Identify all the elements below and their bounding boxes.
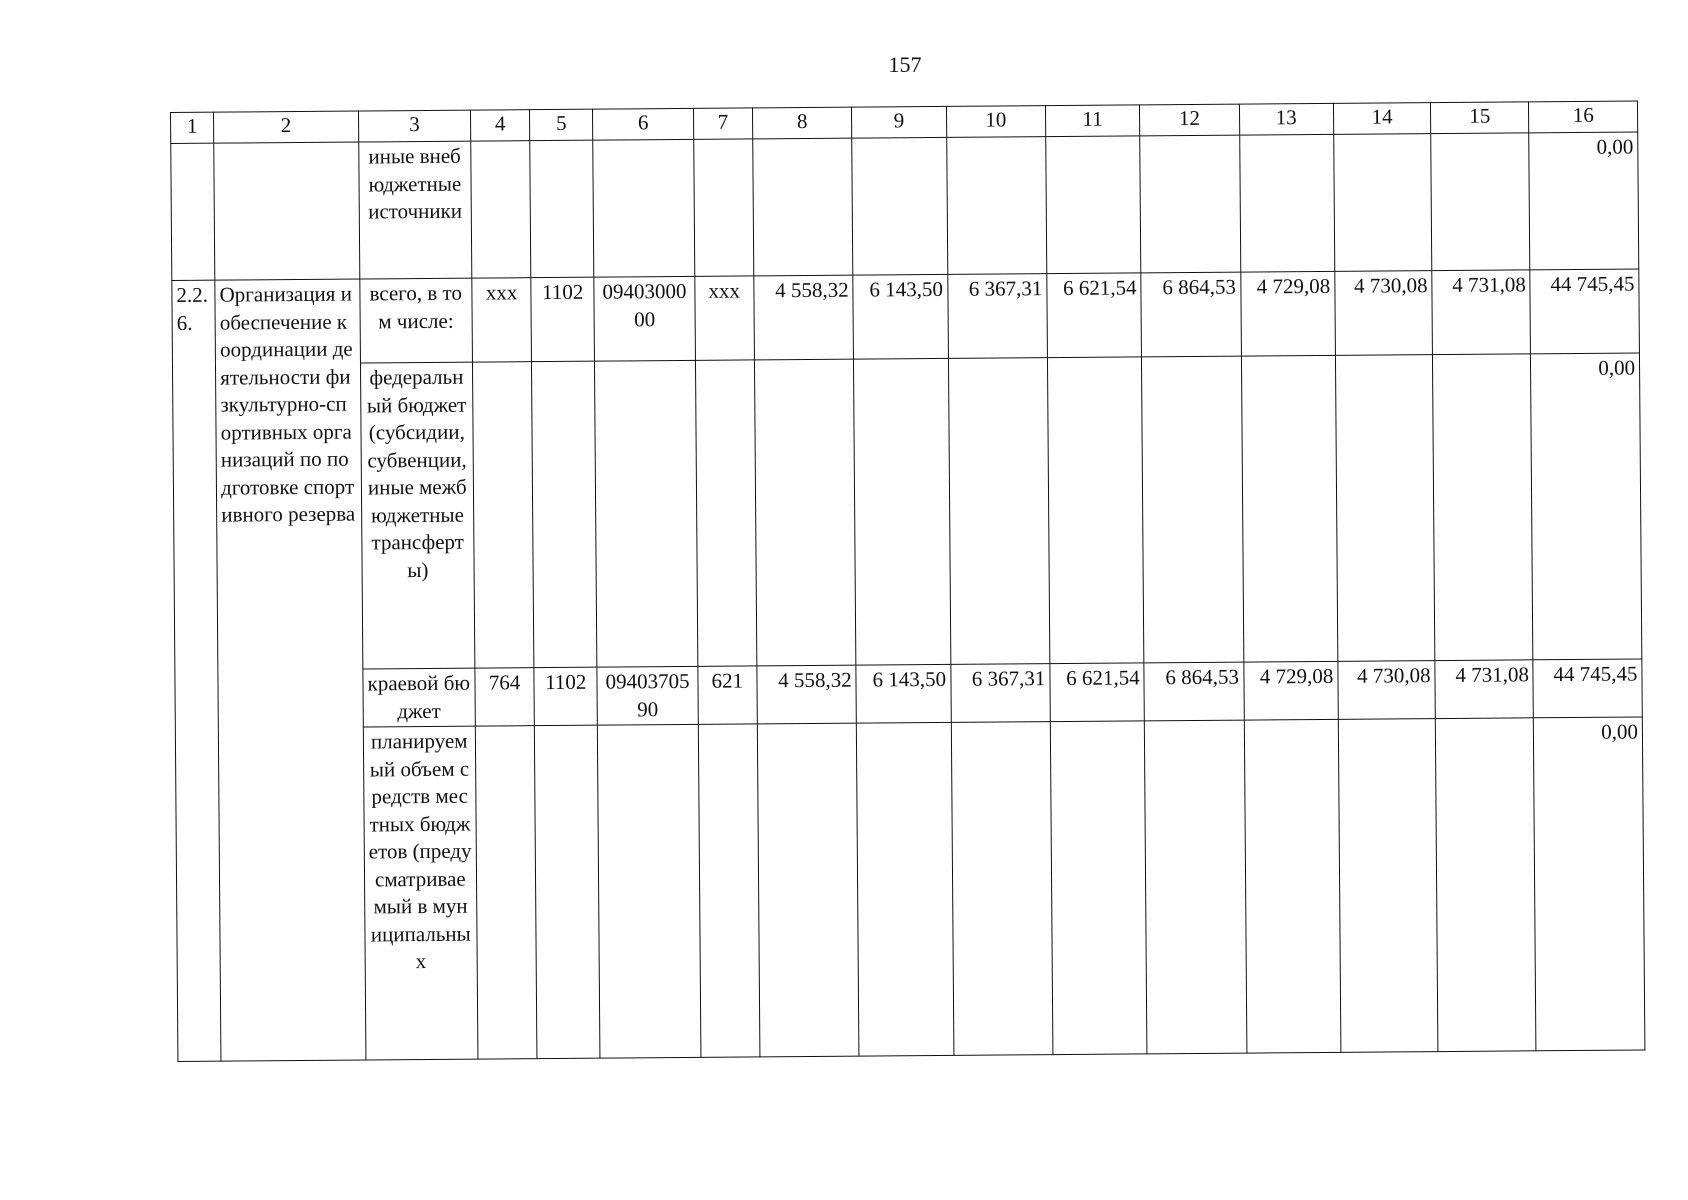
total-cell: 44 745,45	[1530, 269, 1639, 354]
value-cell: 6 143,50	[856, 664, 951, 723]
empty-cell	[1239, 134, 1334, 272]
value-cell: 0940370590	[597, 666, 698, 725]
header-cell: 6	[593, 108, 694, 140]
header-cell: 13	[1239, 103, 1334, 135]
value-cell: 4 730,08	[1338, 661, 1436, 720]
value-cell: 4 558,32	[754, 275, 854, 360]
empty-cell	[1144, 720, 1246, 1054]
empty-cell	[1241, 355, 1338, 662]
empty-cell	[753, 138, 853, 276]
value-cell: 6 367,31	[950, 664, 1050, 723]
value-cell: ххх	[472, 278, 532, 362]
empty-cell	[472, 362, 534, 668]
empty-cell	[951, 722, 1053, 1056]
funding-source-cell: краевой бюджет	[363, 668, 476, 727]
empty-cell	[1050, 721, 1147, 1055]
header-cell: 8	[752, 107, 852, 139]
value-cell: 6 864,53	[1141, 272, 1241, 357]
value-cell: 6 143,50	[853, 274, 948, 359]
value-cell: 764	[475, 668, 535, 726]
empty-cell	[854, 358, 951, 665]
item-number-cell: 2.2.6.	[172, 280, 221, 1061]
value-cell: 4 731,08	[1432, 270, 1531, 355]
empty-cell	[1047, 357, 1144, 664]
table-row-local	[175, 717, 1645, 1062]
empty-cell	[171, 143, 215, 280]
funding-source-cell: всего, в том числе:	[359, 278, 472, 363]
header-cell: 14	[1333, 103, 1431, 135]
empty-cell	[475, 726, 537, 1059]
empty-cell	[946, 137, 1046, 275]
empty-cell	[1335, 355, 1435, 662]
value-cell: 0940300000	[594, 276, 695, 361]
value-cell: 1102	[534, 667, 598, 725]
empty-cell	[1244, 719, 1341, 1053]
item-name-cell: Организация и обеспечение координации деятельности физкультурно-спортивных организаций по подготовке спортивного резерва	[215, 279, 366, 1061]
header-cell: 15	[1431, 102, 1530, 134]
funding-source-cell: иные внебюджетные источники	[358, 141, 471, 279]
funding-source-cell: федеральный бюджет (субсидии, субвенции, иные межбюджетные трансферты)	[360, 362, 475, 669]
header-cell: 2	[214, 111, 359, 143]
budget-table	[170, 100, 1645, 1062]
empty-cell	[693, 139, 753, 276]
value-cell: 6 621,54	[1047, 273, 1142, 358]
empty-cell	[1435, 718, 1536, 1052]
header-cell: 7	[693, 108, 752, 139]
empty-cell	[1431, 133, 1530, 271]
empty-cell	[852, 137, 947, 275]
total-cell: 44 745,45	[1533, 659, 1642, 718]
empty-cell	[530, 140, 594, 277]
funding-source-cell: планируемый объем средств местных бюджетов (предусматриваемый в муниципальных	[363, 726, 478, 1060]
value-cell: 6 367,31	[947, 274, 1047, 359]
empty-cell	[698, 724, 760, 1057]
value-cell: 1102	[531, 277, 595, 361]
empty-cell	[535, 725, 601, 1058]
header-cell: 12	[1140, 104, 1240, 136]
total-cell: 0,00	[1529, 132, 1639, 270]
value-cell: 6 621,54	[1050, 663, 1145, 722]
value-cell: 4 729,08	[1240, 271, 1335, 356]
header-cell: 9	[852, 106, 947, 138]
empty-cell	[471, 141, 531, 278]
header-cell: 5	[530, 109, 593, 140]
header-cell: 16	[1529, 101, 1638, 133]
table-row-federal	[172, 353, 1641, 671]
header-cell: 4	[470, 110, 529, 141]
empty-cell	[214, 142, 360, 280]
empty-cell	[948, 358, 1050, 665]
value-cell: 4 558,32	[757, 665, 857, 724]
value-cell: ххх	[695, 276, 755, 360]
value-cell: 6 864,53	[1144, 662, 1244, 721]
table-row-all	[172, 269, 1640, 365]
empty-cell	[695, 360, 757, 666]
header-cell: 1	[171, 112, 214, 143]
empty-cell	[1046, 136, 1141, 274]
value-cell: 4 731,08	[1435, 660, 1534, 719]
header-cell: 3	[358, 110, 471, 142]
value-cell: 4 729,08	[1243, 661, 1338, 720]
header-cell: 10	[946, 106, 1046, 138]
total-cell: 0,00	[1531, 353, 1642, 660]
header-cell: 11	[1045, 105, 1140, 137]
empty-cell	[1142, 356, 1244, 663]
value-cell: 621	[698, 666, 758, 724]
empty-cell	[1140, 135, 1240, 273]
empty-cell	[857, 722, 954, 1056]
empty-cell	[757, 723, 859, 1057]
empty-cell	[532, 361, 598, 667]
empty-cell	[595, 360, 698, 667]
table-row-other-sources	[171, 132, 1639, 281]
empty-cell	[598, 724, 701, 1058]
empty-cell	[1338, 719, 1438, 1053]
total-cell: 0,00	[1534, 717, 1645, 1051]
empty-cell	[593, 139, 694, 277]
empty-cell	[754, 359, 856, 666]
empty-cell	[1433, 354, 1534, 661]
empty-cell	[1334, 134, 1432, 272]
value-cell: 4 730,08	[1335, 271, 1433, 356]
page-number: 157	[888, 52, 922, 77]
